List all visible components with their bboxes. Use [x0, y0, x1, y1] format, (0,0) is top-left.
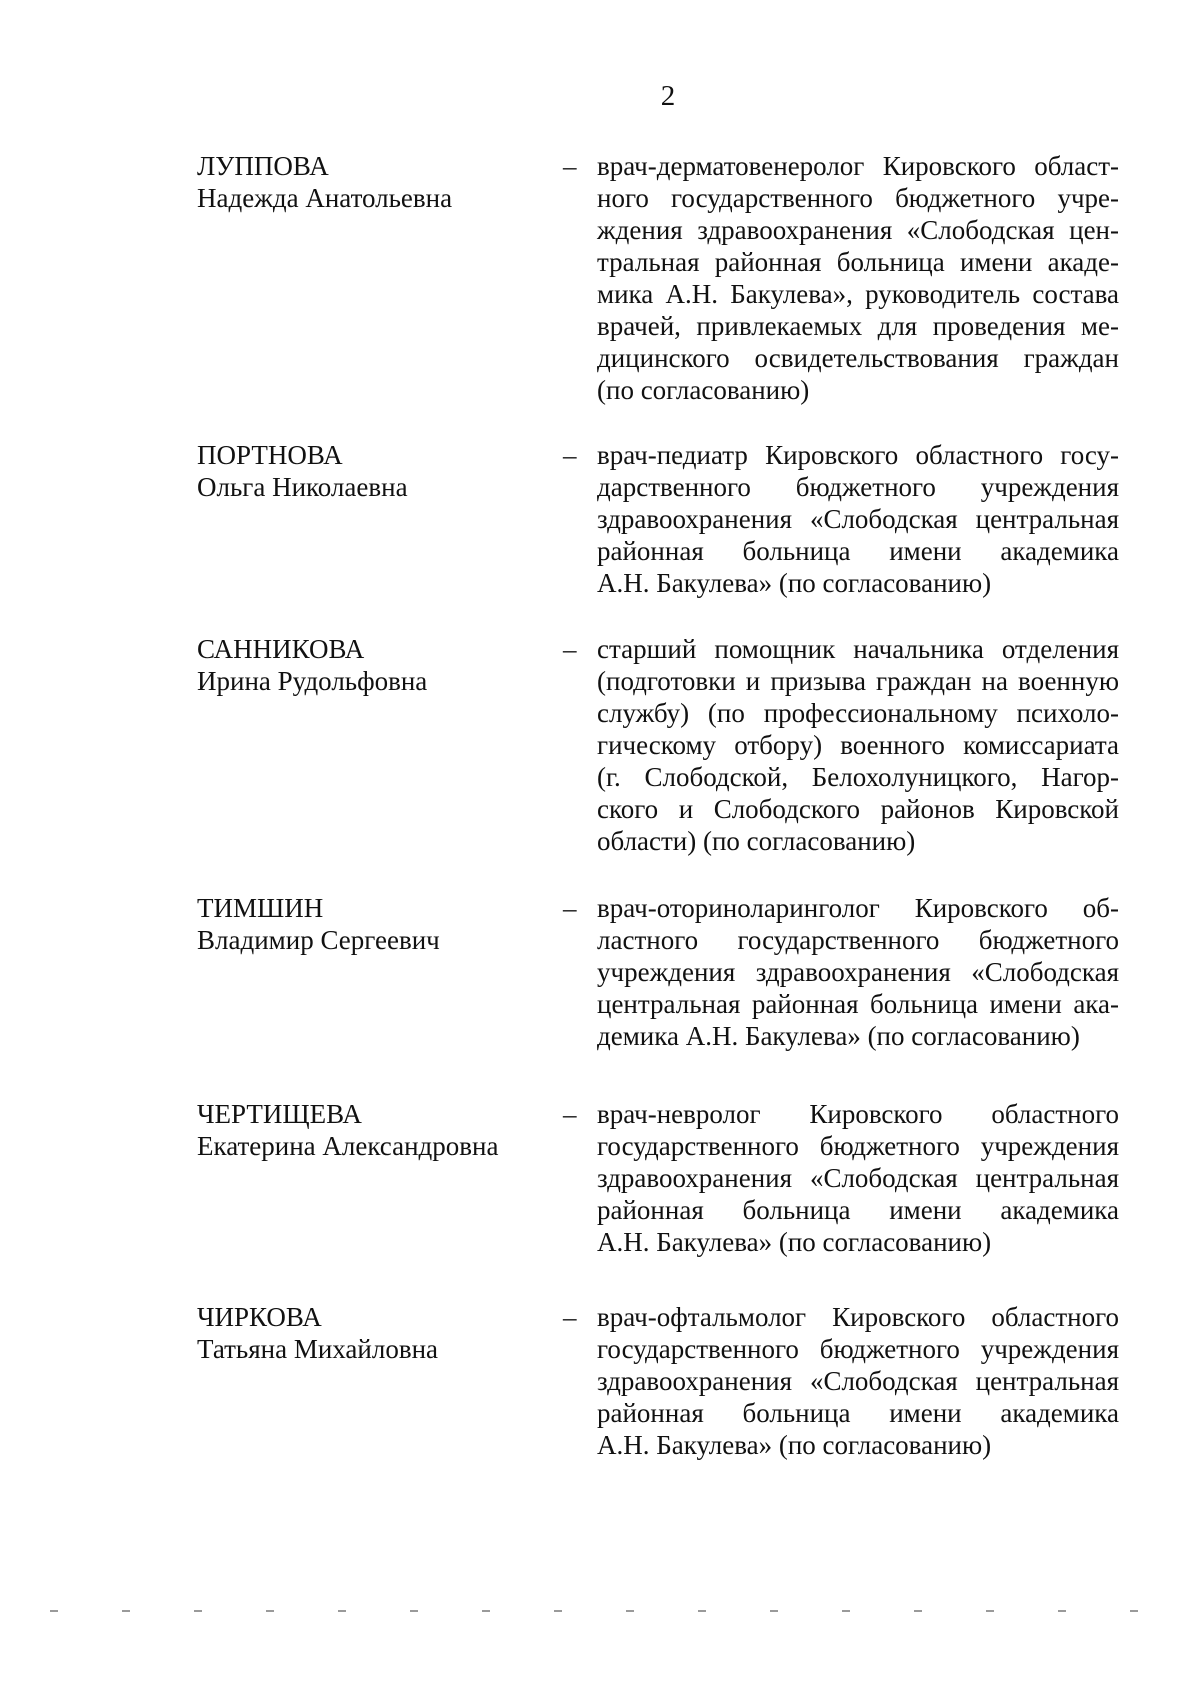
member-surname: ЛУППОВА	[197, 151, 329, 181]
member-surname: САННИКОВА	[197, 634, 365, 664]
entry-dash: –	[563, 634, 577, 664]
member-name-block	[197, 1301, 438, 1365]
member-role	[597, 1098, 1119, 1258]
role-line: государственного бюджетного учреждения	[597, 1334, 1119, 1364]
member-name-block	[197, 892, 440, 956]
role-line: здравоохранения «Слободская центральная	[597, 504, 1119, 534]
role-line: старший помощник начальника отделения	[597, 634, 1119, 664]
entry-dash: –	[563, 893, 577, 923]
role-line: районная больница имени академика	[597, 1398, 1119, 1428]
member-role	[597, 1301, 1119, 1461]
role-line: дарственного бюджетного учреждения	[597, 472, 1119, 502]
role-line: области) (по согласованию)	[597, 826, 916, 856]
member-surname: ПОРТНОВА	[197, 440, 343, 470]
role-line: здравоохранения «Слободская центральная	[597, 1163, 1119, 1193]
entry-dash: –	[563, 1099, 577, 1129]
scan-dotted-line	[50, 1608, 1170, 1614]
role-line: районная больница имени академика	[597, 1195, 1119, 1225]
member-role	[597, 633, 1119, 857]
member-given-names: Екатерина Александровна	[197, 1131, 499, 1161]
member-given-names: Ольга Николаевна	[197, 472, 408, 502]
role-line: врач-невролог Кировского областного	[597, 1099, 1119, 1129]
page-number: 2	[660, 80, 676, 112]
role-line: врачей, привлекаемых для проведения ме-	[597, 311, 1119, 341]
entry-dash: –	[563, 151, 577, 181]
role-line: А.Н. Бакулева» (по согласованию)	[597, 1227, 992, 1257]
role-line: врач-оториноларинголог Кировского об-	[597, 893, 1119, 923]
role-line: (по согласованию)	[597, 375, 810, 405]
role-line: врач-дерматовенеролог Кировского област-	[597, 151, 1119, 181]
member-name-block	[197, 633, 427, 697]
role-line: учреждения здравоохранения «Слободская	[597, 957, 1119, 987]
role-line: районная больница имени академика	[597, 536, 1119, 566]
member-name-block	[197, 439, 408, 503]
member-role	[597, 150, 1119, 406]
role-line: ждения здравоохранения «Слободская цен-	[597, 215, 1119, 245]
role-line: ластного государственного бюджетного	[597, 925, 1119, 955]
member-name-block	[197, 1098, 498, 1162]
role-line: государственного бюджетного учреждения	[597, 1131, 1119, 1161]
role-line: (подготовки и призыва граждан на военную	[597, 666, 1119, 696]
member-given-names: Владимир Сергеевич	[197, 925, 440, 955]
role-line: ского и Слободского районов Кировской	[597, 794, 1119, 824]
role-line: А.Н. Бакулева» (по согласованию)	[597, 1430, 992, 1460]
role-line: врач-офтальмолог Кировского областного	[597, 1302, 1119, 1332]
role-line: (г. Слободской, Белохолуницкого, Нагор-	[597, 762, 1119, 792]
role-line: здравоохранения «Слободская центральная	[597, 1366, 1119, 1396]
role-line: мика А.Н. Бакулева», руководитель состава	[597, 279, 1119, 309]
role-line: дицинского освидетельствования граждан	[597, 343, 1119, 373]
member-given-names: Ирина Рудольфовна	[197, 666, 428, 696]
role-line: службу) (по профессиональному психоло-	[597, 698, 1119, 728]
member-surname: ЧЕРТИЩЕВА	[197, 1099, 362, 1129]
role-line: ного государственного бюджетного учре-	[597, 183, 1119, 213]
role-line: гическому отбору) военного комиссариата	[597, 730, 1119, 760]
member-surname: ЧИРКОВА	[197, 1302, 322, 1332]
member-surname: ТИМШИН	[197, 893, 324, 923]
member-name-block	[197, 150, 452, 214]
role-line: врач-педиатр Кировского областного госу-	[597, 440, 1119, 470]
role-line: тральная районная больница имени акаде-	[597, 247, 1119, 277]
member-given-names: Татьяна Михайловна	[197, 1334, 439, 1364]
role-line: А.Н. Бакулева» (по согласованию)	[597, 568, 992, 598]
role-line: центральная районная больница имени ака-	[597, 989, 1119, 1019]
role-line: демика А.Н. Бакулева» (по согласованию)	[597, 1021, 1080, 1051]
entry-dash: –	[563, 440, 577, 470]
member-role	[597, 892, 1119, 1052]
member-role	[597, 439, 1119, 599]
member-given-names: Надежда Анатольевна	[197, 183, 453, 213]
entry-dash: –	[563, 1302, 577, 1332]
